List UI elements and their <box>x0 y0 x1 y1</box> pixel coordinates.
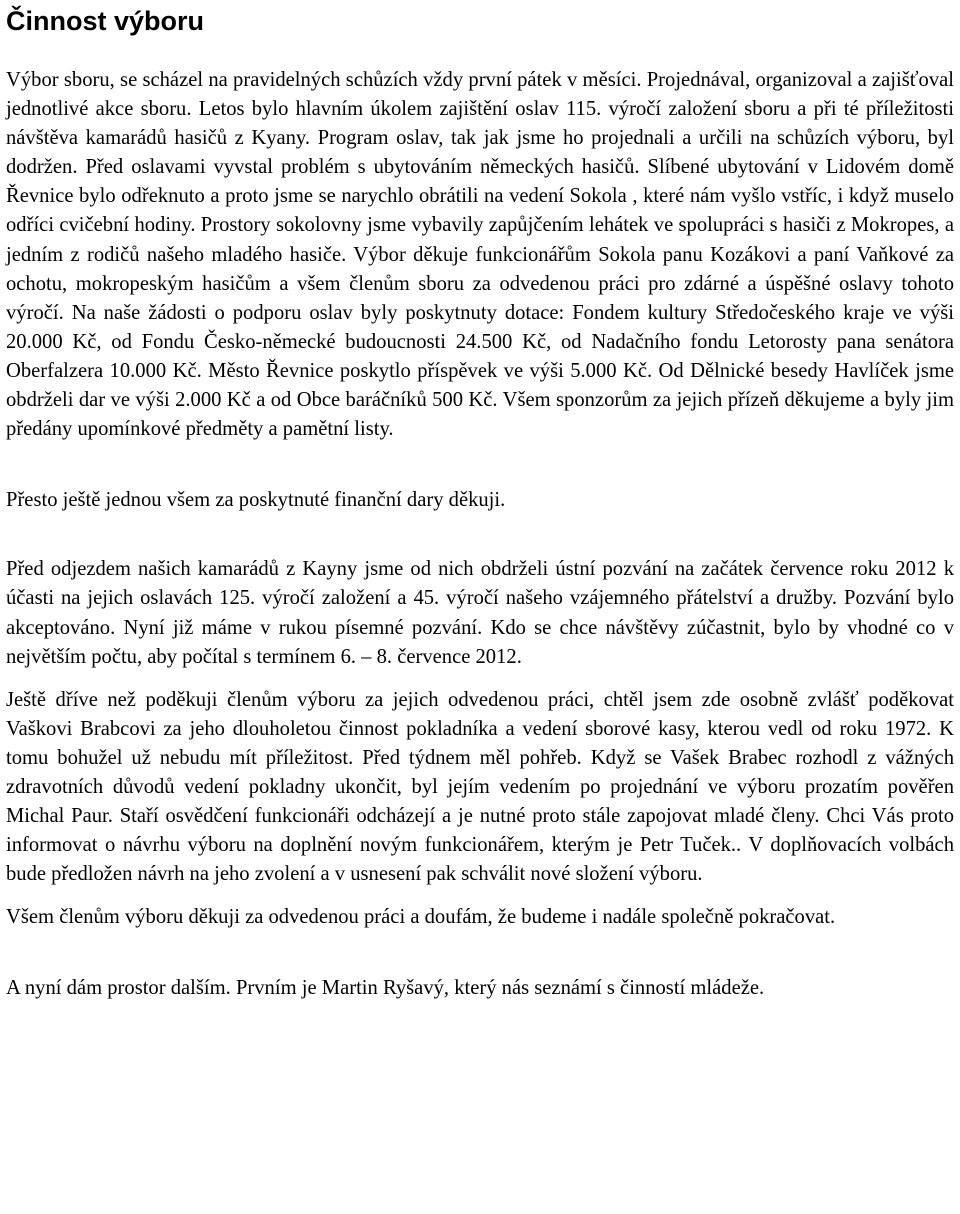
paragraph-thanks-donations: Přesto ještě jednou všem za poskytnuté finanční dary děkuji. <box>6 489 506 512</box>
paragraph-next-speaker: A nyní dám prostor dalším. Prvním je Martin Ryšavý, který nás seznámí s činností mládeže. <box>6 977 765 1000</box>
document-title: Činnost výboru <box>6 6 205 36</box>
paragraph-thanks-committee: Všem členům výboru děkuji za odvedenou práci a doufám, že budeme i nadále společně pokračovat. <box>6 906 836 929</box>
document-page <box>6 0 954 1004</box>
paragraph-treasurer-change: Ještě dříve než poděkuji členům výboru za jejich odvedenou práci, chtěl jsem zde osobně zvlášť poděkovat Vaškovi Brabcovi za jeho dlouholetou činnost pokladníka a vedení sborové kasy, kterou vedl od roku 1972. K tomu bohužel už nebudu mít příležitost. Před týdnem měl pohřeb. Když se Vašek Brabec rozhodl z vážných zdravotních důvodů vedení pokladny ukončit, byl jejím vedením po projednání ve výboru prozatím pověřen Michal Paur. Staří osvědčení funkcionáři odcházejí a je nutné proto stále zapojovat mladé členy. Chci Vás proto informovat o návrhu výboru na doplnění novým funkcionářem, kterým je Petr Tuček.. V doplňovacích volbách bude předložen návrh na jeho zvolení a v usnesení pak schválit nové složení výboru. <box>6 688 954 886</box>
paragraph-kayny-invitation: Před odjezdem našich kamarádů z Kayny jsme od nich obdrželi ústní pozvání na začátek července roku 2012 k účasti na jejich oslavách 125. výročí založení a 45. výročí našeho vzájemného přátelství a družby. Pozvání bylo akceptováno. Nyní již máme v rukou písemné pozvání. Kdo se chce návštěvy zúčastnit, bylo by vhodné co v největším počtu, aby počítal s termínem 6. – 8. července 2012. <box>6 558 954 668</box>
paragraph-committee-activity: Výbor sboru, se scházel na pravidelných schůzích vždy první pátek v měsíci. Projednával, organizoval a zajišťoval jednotlivé akce sboru. Letos bylo hlavním úkolem zajištění oslav 115. výročí založení sboru a při té příležitosti návštěva kamarádů hasičů z Kyany. Program oslav, tak jak jsme ho projednali a určili na schůzích výboru, byl dodržen. Před oslavami vyvstal problém s ubytováním německých hasičů. Slíbené ubytování v Lidovém domě Řevnice bylo odřeknuto a proto jsme se narychlo obrátili na vedení Sokola , které nám vyšlo vstříc, i když muselo odříci cvičební hodiny. Prostory sokolovny jsme vybavily zapůjčením lehátek ve spolupráci s hasiči z Mokropes, a jedním z rodičů našeho mladého hasiče. Výbor děkuje funkcionářům Sokola panu Kozákovi a paní Vaňkové za ochotu, mokropeským hasičům a všem členům sboru za odvedenou práci pro zdárné a úspěšné oslavy tohoto výročí. Na naše žádosti o podporu oslav byly poskytnuty dotace: Fondem kultury Středočeského kraje ve výši 20.000 Kč, od Fondu Česko-německé budoucnosti 24.500 Kč, od Nadačního fondu Letorosty pana senátora Oberfalzera 10.000 Kč. Město Řevnice poskytlo příspěvek ve výši 5.000 Kč. Od Dělnické besedy Havlíček jsme obdrželi dar ve výši 2.000 Kč a od Obce baráčníků 500 Kč. Všem sponzorům za jejich přízeň děkujeme a byly jim předány upomínkové předměty a pamětní listy. <box>6 69 954 441</box>
